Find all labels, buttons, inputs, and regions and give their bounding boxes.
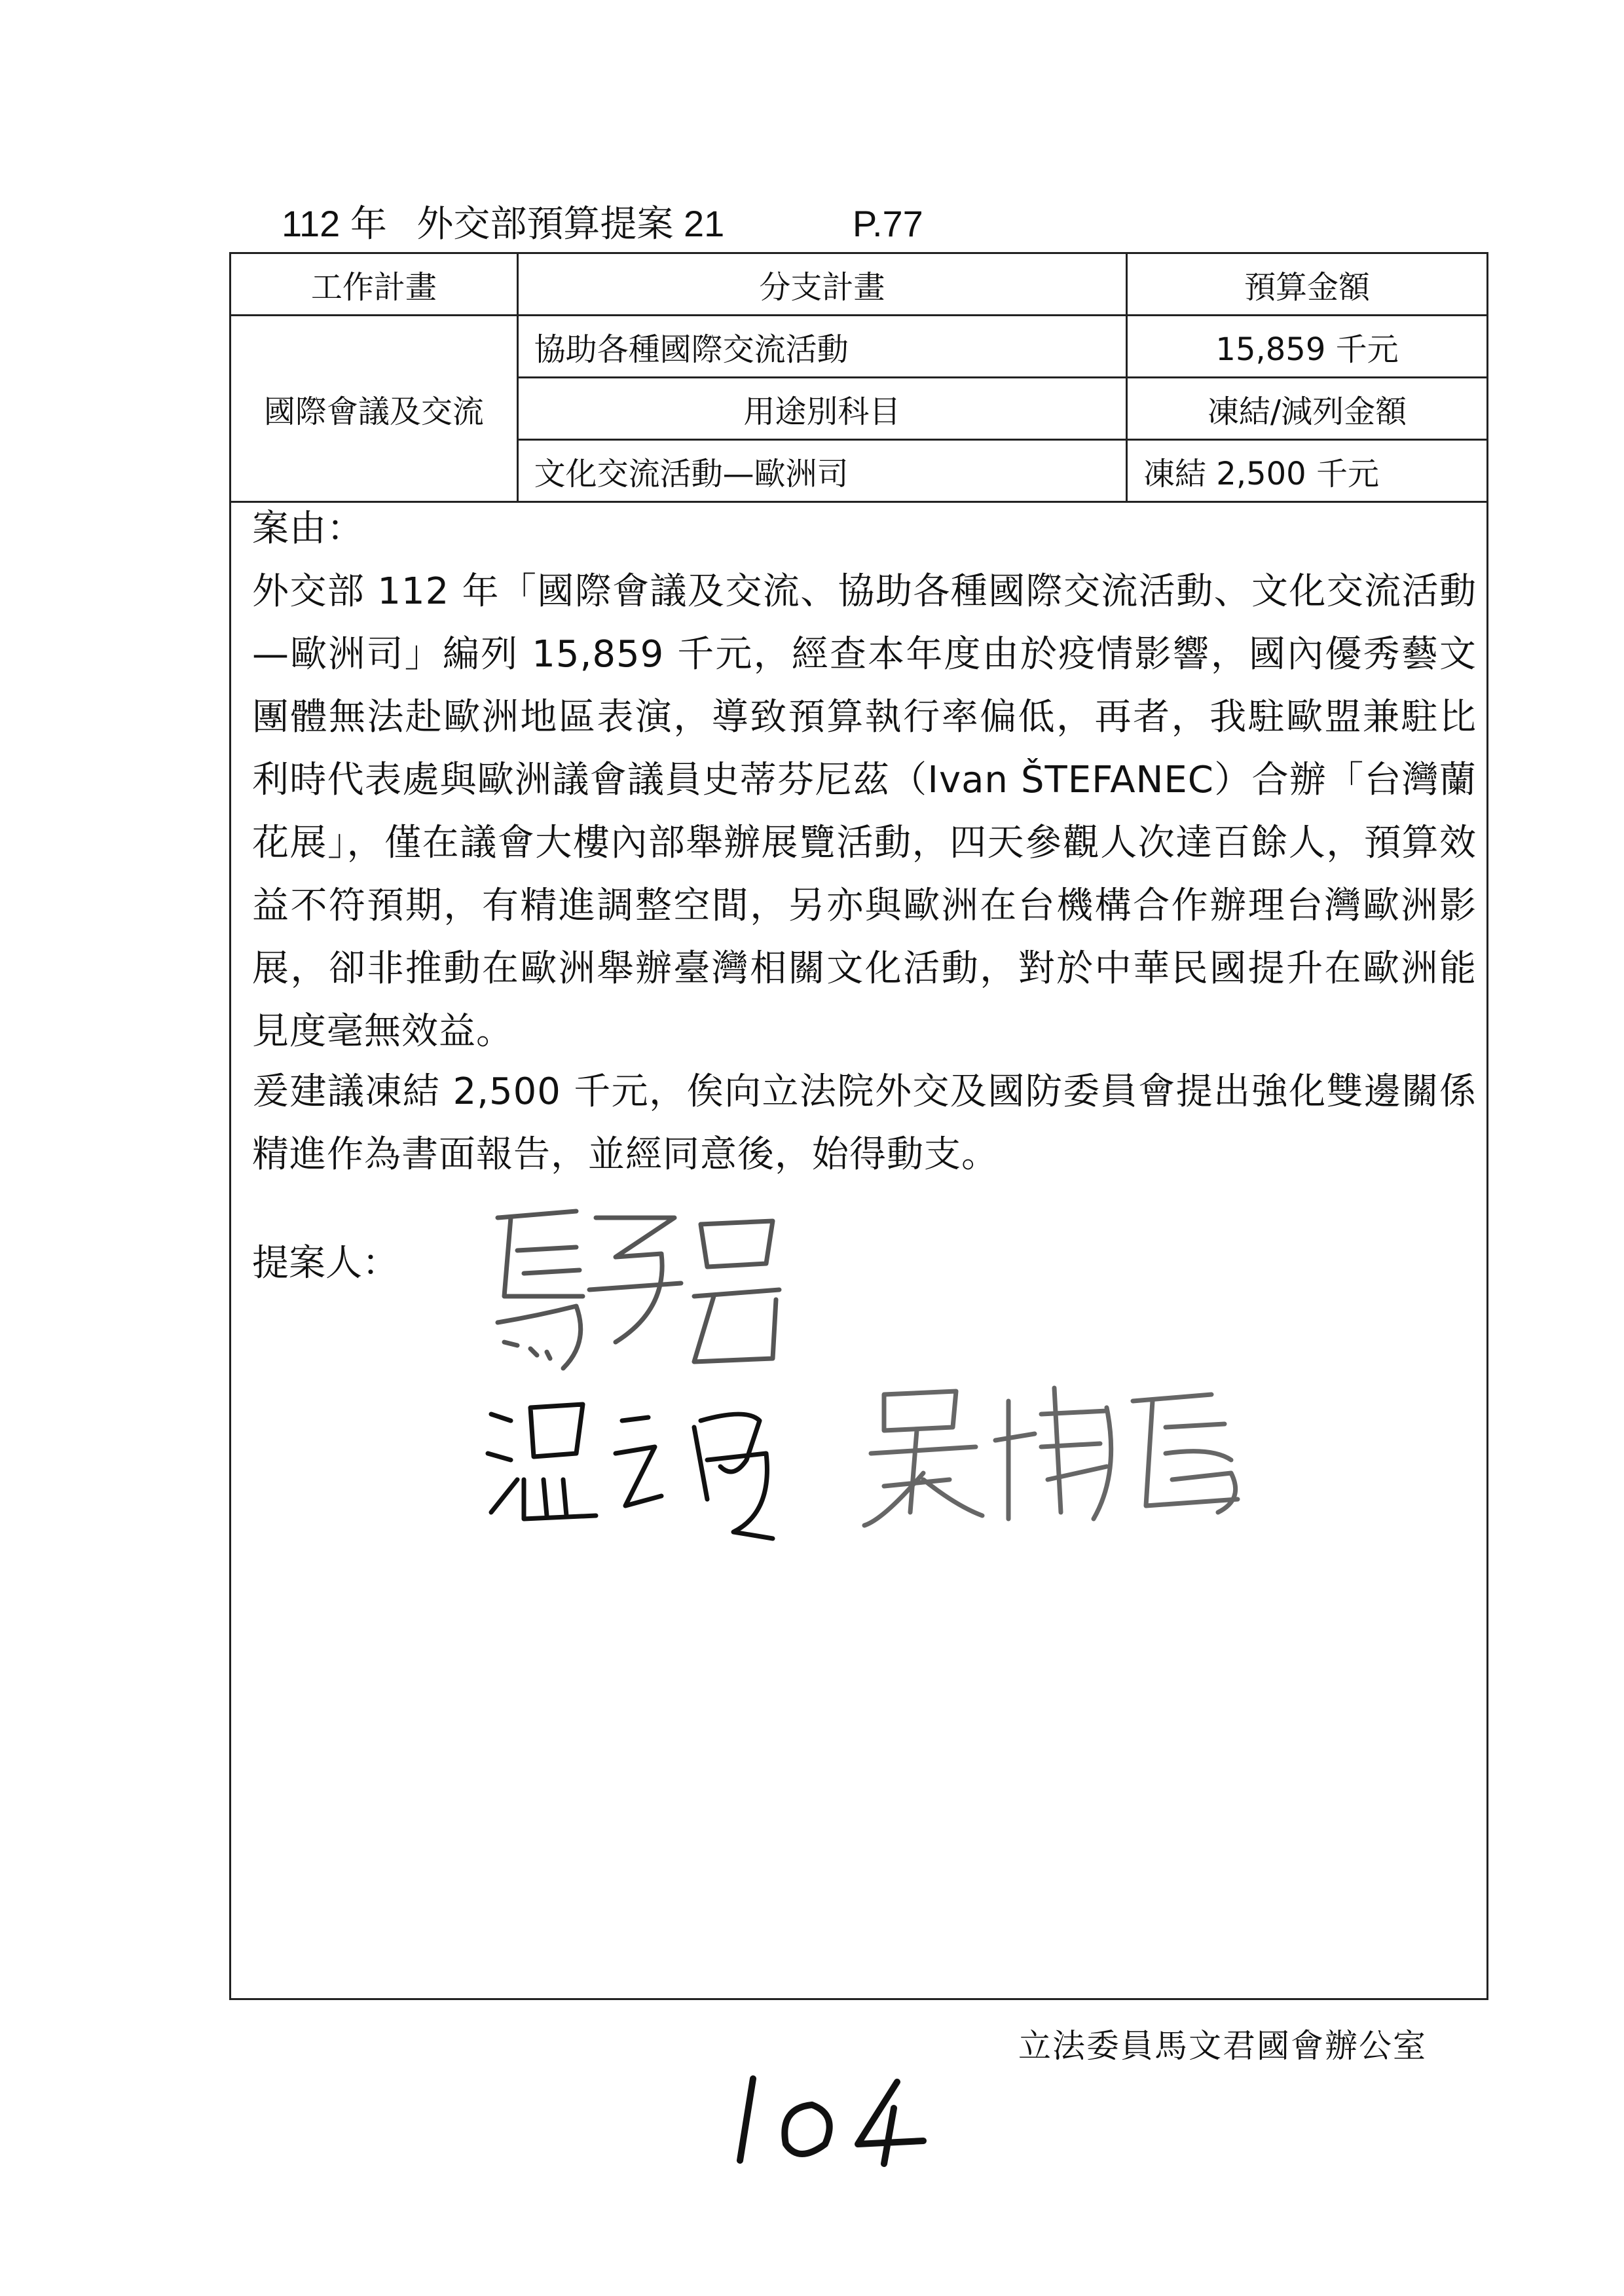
footer-office: 立法委員馬文君國會辦公室 xyxy=(1018,2027,1427,2065)
header-page-ref: P.77 xyxy=(852,203,923,244)
table-row xyxy=(231,316,1488,378)
budget-table xyxy=(229,252,1488,503)
freeze-amount: 凍結 2,500 千元 xyxy=(1127,440,1488,502)
freeze-label: 凍結/減列金額 xyxy=(1127,378,1488,440)
usage-label: 用途別科目 xyxy=(517,378,1126,440)
sub-plan-header: 分支計畫 xyxy=(517,253,1126,316)
header-title: 外交部預算提案 21 xyxy=(416,203,725,244)
budget-header: 預算金額 xyxy=(1127,253,1488,316)
budget-amount: 15,859 千元 xyxy=(1127,316,1488,378)
signature-2-image xyxy=(485,1381,786,1552)
sub-plan-name: 協助各種國際交流活動 xyxy=(517,316,1126,378)
handwritten-page-number-image xyxy=(727,2069,936,2167)
plan-header: 工作計畫 xyxy=(231,253,518,316)
plan-name: 國際會議及交流 xyxy=(231,316,518,502)
proposal-text: 爰建議凍結 2,500 千元，俟向立法院外交及國防委員會提出強化雙邊關係精進作為書面報告，並經同意後，始得動支。 xyxy=(252,1070,1477,1176)
header-year: 112 年 xyxy=(282,203,387,244)
document-header xyxy=(282,195,943,247)
signature-3-image xyxy=(845,1375,1264,1532)
reason-title: 案由： xyxy=(252,507,364,550)
proposer-label: 提案人： xyxy=(252,1242,399,1285)
usage-item: 文化交流活動—歐洲司 xyxy=(517,440,1126,502)
reason-body: 外交部 112 年「國際會議及交流、協助各種國際交流活動、文化交流活動—歐洲司」編列 15,859 千元，經查本年度由於疫情影響，國內優秀藝文團體無法赴歐洲地區表演，導致預算執行率偏低，再者，我駐歐盟兼駐比利時代表處與歐洲議會議員史蒂芬尼茲（Ivan ŠTEFANEC）合辦「台灣蘭花展」，僅在議會大樓內部舉辦展覽活動，四天參觀人次達百餘人，預算效益不符預期，有精進調整空間，另亦與歐洲在台機構合作辦理台灣歐洲影展，卻非推動在歐洲舉辦臺灣相關文化活動，對於中華民國提升在歐洲能見度毫無效益。 xyxy=(252,570,1477,1053)
signature-1-image xyxy=(485,1192,792,1388)
table-header-row xyxy=(231,253,1488,316)
